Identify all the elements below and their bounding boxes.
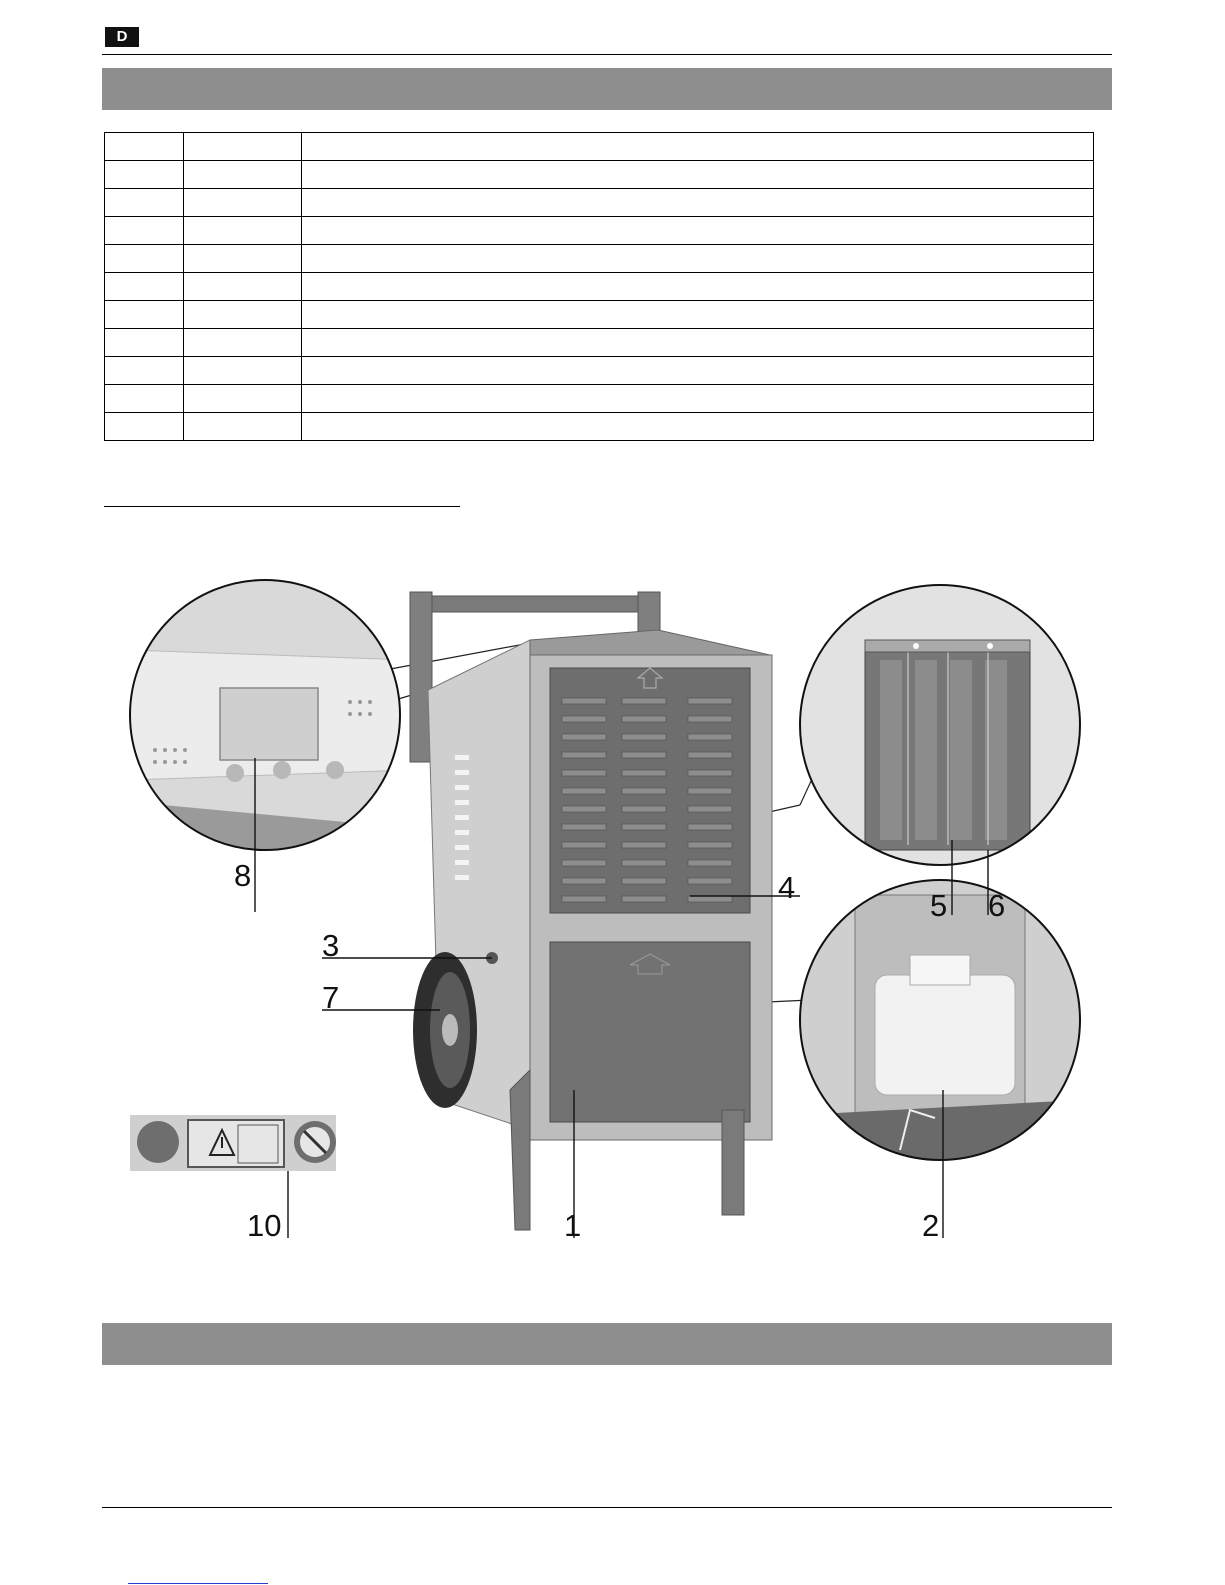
table-cell <box>302 245 1094 273</box>
table-row <box>105 413 1094 441</box>
section-title-underline <box>104 506 460 507</box>
table-cell <box>184 217 302 245</box>
table-cell <box>184 357 302 385</box>
section-header-band <box>102 68 1112 110</box>
parts-table <box>104 132 1094 441</box>
table-cell <box>302 273 1094 301</box>
table-cell <box>184 385 302 413</box>
table-row <box>105 161 1094 189</box>
callout-1: 1 <box>564 1208 582 1243</box>
section-header-band <box>102 1323 1112 1365</box>
dehumidifier-device <box>410 592 772 1230</box>
table-cell <box>302 161 1094 189</box>
footer-rule <box>102 1507 1112 1508</box>
callout-4: 4 <box>778 870 796 905</box>
table-cell <box>105 329 184 357</box>
device-overview-figure <box>110 570 1110 1270</box>
table-cell <box>105 413 184 441</box>
callout-2: 2 <box>922 1208 940 1243</box>
safety-label-strip <box>130 1115 336 1171</box>
table-row <box>105 273 1094 301</box>
table-cell <box>302 329 1094 357</box>
table-cell <box>184 329 302 357</box>
table-cell <box>184 189 302 217</box>
callout-3: 3 <box>322 928 340 963</box>
table-cell <box>184 301 302 329</box>
table-cell <box>184 273 302 301</box>
table-cell <box>105 385 184 413</box>
table-row <box>105 329 1094 357</box>
table-cell <box>184 245 302 273</box>
table-cell <box>184 413 302 441</box>
air-filter-detail <box>800 585 1080 865</box>
table-row <box>105 189 1094 217</box>
water-tank-detail <box>800 880 1080 1170</box>
table-cell <box>302 189 1094 217</box>
table-cell <box>105 273 184 301</box>
table-cell <box>302 301 1094 329</box>
control-panel-detail <box>110 570 430 893</box>
table-row <box>105 385 1094 413</box>
table-cell <box>105 189 184 217</box>
table-cell <box>105 133 184 161</box>
table-cell <box>105 245 184 273</box>
language-badge: D <box>105 27 139 47</box>
header-rule <box>102 54 1112 55</box>
table-row <box>105 217 1094 245</box>
table-cell <box>105 357 184 385</box>
footer-link-underline[interactable] <box>128 1583 268 1584</box>
table-cell <box>184 133 302 161</box>
table-cell <box>184 161 302 189</box>
callout-5: 5 <box>930 888 948 923</box>
table-row <box>105 301 1094 329</box>
table-row <box>105 357 1094 385</box>
table-cell <box>302 133 1094 161</box>
table-cell <box>105 161 184 189</box>
table-cell <box>105 301 184 329</box>
table-cell <box>302 357 1094 385</box>
table-cell <box>302 413 1094 441</box>
callout-10: 10 <box>247 1208 282 1243</box>
table-cell <box>302 385 1094 413</box>
table-cell <box>105 217 184 245</box>
table-cell <box>302 217 1094 245</box>
callout-7: 7 <box>322 980 340 1015</box>
callout-8: 8 <box>234 858 252 893</box>
callout-6: 6 <box>988 888 1006 923</box>
table-row <box>105 245 1094 273</box>
table-row <box>105 133 1094 161</box>
